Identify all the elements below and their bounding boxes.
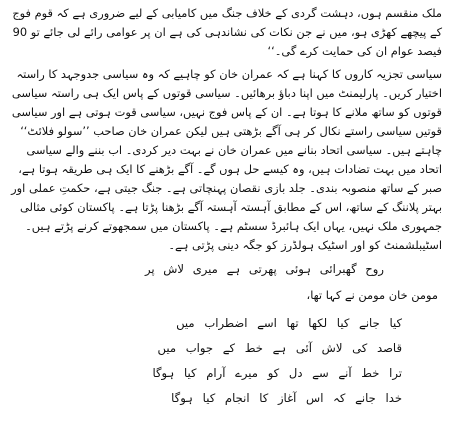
article-paragraph-1: ملک منقسم ہوں، دہشت گردی کے خلاف جنگ میں کامیابی کے لیے ضروری ہے کہ قوم فوج کے پیچھے کھڑی ہو، میں نے جن نکات کی نشاندہی کی ہے ان پر عوامی رائے لی جائے تو 90 فیصد عوام ان کی حمایت کرے گی۔‘‘: [12, 6, 442, 58]
poem-line-3: ترا خط آنے سے دل کو میرے آرام کیا ہوگا: [152, 366, 402, 380]
poem-introduction: مومن خان مومن نے کہا تھا،: [306, 288, 438, 302]
article-paragraph-2: سیاسی تجزیہ کاروں کا کہنا ہے کہ عمران خان کو چاہیے کہ وہ سیاسی جدوجہد کا راستہ اختیار کریں۔ پارلیمنٹ میں اپنا دباؤ برھائیں۔ سیاسی قوتوں کے پاس ایک ہی راستہ سیاسی قوتوں کو ساتھ ملانے کا ہوتا ہے۔ ان کے پاس فوج نہیں، سیاسی قوت ہوتی ہے اور سیاسی قوتیں سیاسی راستے نکال کر ہی آگے بڑھتی ہیں لیکن عمران خان صاحب ’’سولو فلائٹ‘‘ چاہتے ہیں۔ سیاسی اتحاد بنانے میں عمران خان نے بہت دیر کردی۔ اب بننے والے سیاسی اتحاد میں بہت تضادات ہیں، وہ کیسے حل ہوں گے۔ آگے بڑھنے کا ایک ہی طریقہ ہوتا ہے، صبر کے ساتھ منصوبہ بندی۔ جلد بازی نقصان پہنچاتی ہے۔ جنگ جیتی ہے، حکمتِ عملی اور بہتر پلاننگ کے ساتھ، اس کے مطابق آہستہ آہستہ آگے بڑھنا پڑتا ہے۔ پاکستان کوئی مثالی جمہوری ملک نہیں، یہاں ایک ہائبرڈ سسٹم ہے۔ پاکستان میں سمجھوتے کرنے پڑتے ہیں۔ اسٹیبلشمنٹ کو اور اسٹیک ہولڈرز کو جگہ دینی پڑتی ہے۔: [11, 67, 442, 252]
poem: [8, 311, 442, 411]
poem-line-4: خدا جانے کہ اس آغاز کا انجام کیا ہوگا: [171, 391, 402, 405]
quoted-verse: روح گھبرائی ہوئی پھرتی ہے میری لاش پر: [144, 262, 384, 276]
poem-line-2: قاصد کی لاش آئی ہے خط کے جواب میں: [157, 341, 402, 355]
poem-line-1: کیا جانے کیا لکھا تھا اسے اضطراب میں: [176, 316, 402, 330]
